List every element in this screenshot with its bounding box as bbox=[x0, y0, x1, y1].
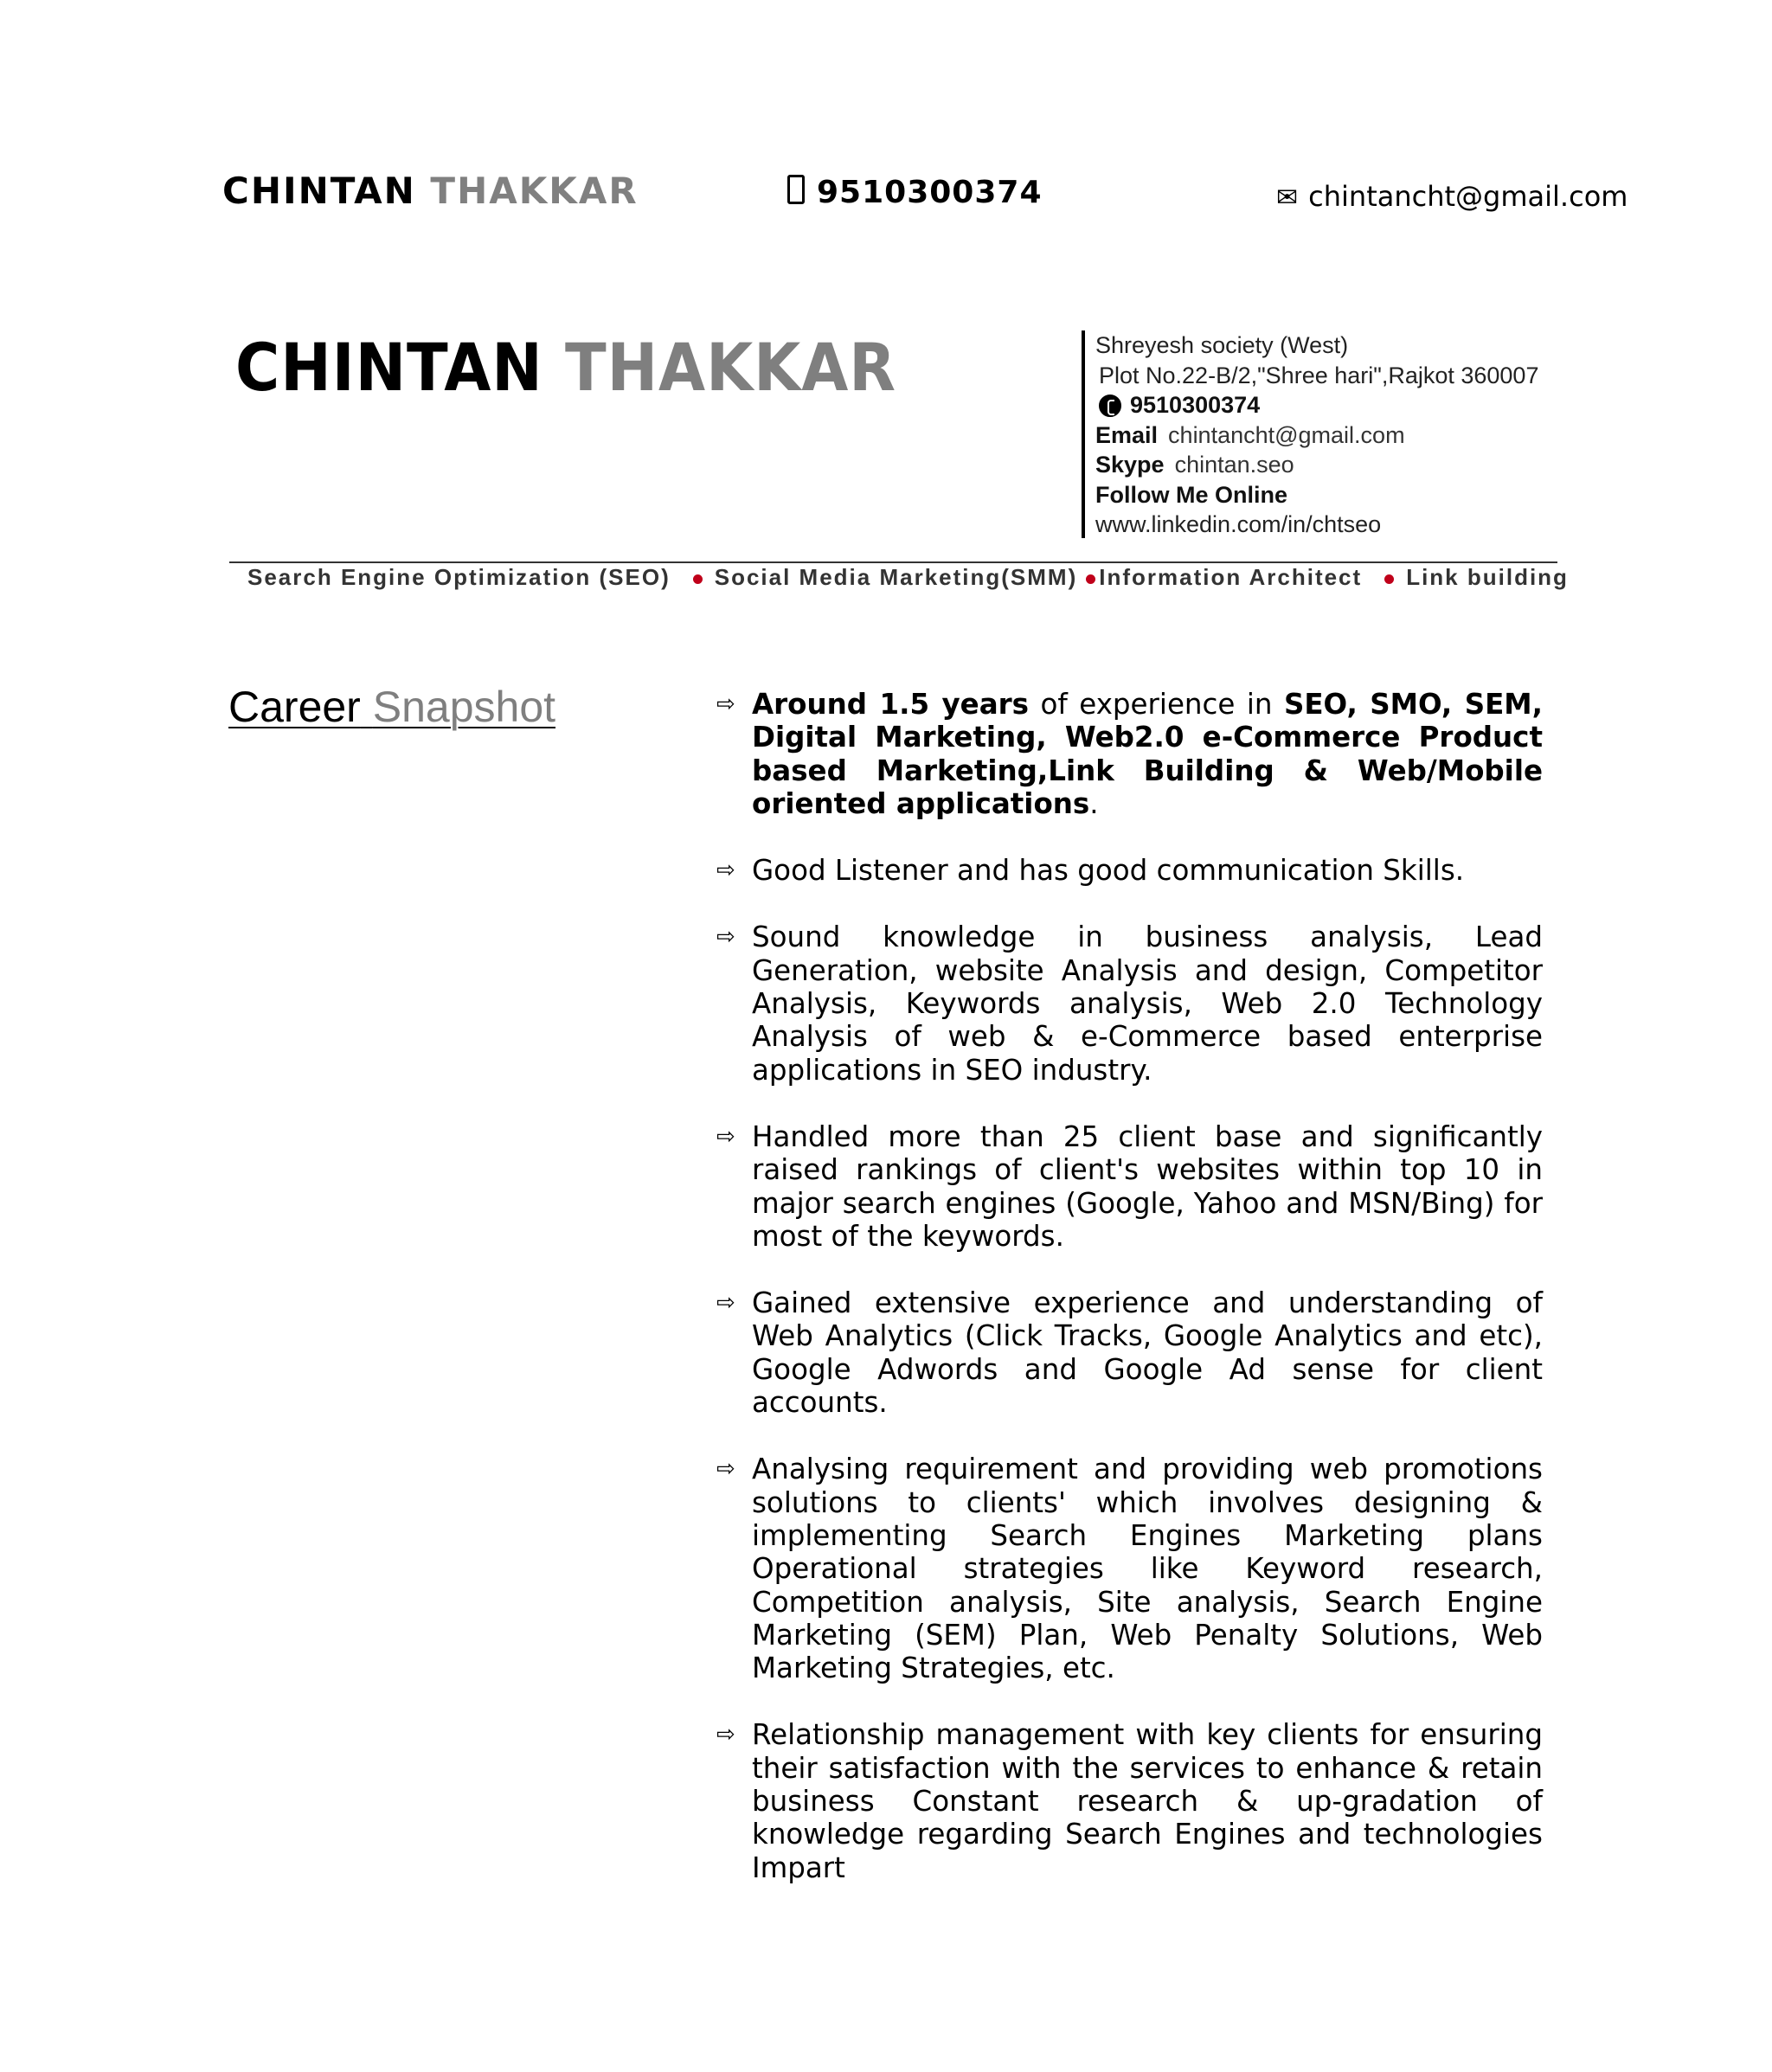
skype-value: chintan.seo bbox=[1174, 452, 1294, 478]
header-name bbox=[222, 170, 639, 212]
bullet-text: Gained extensive experience and understanding of Web Analytics (Click Tracks, Google Analytics and etc), Google Adwords and Google Ad sense for client accounts. bbox=[752, 1286, 1543, 1420]
letterhead-horizontal-divider bbox=[229, 561, 1557, 563]
envelope-icon: ✉ bbox=[1276, 183, 1299, 213]
list-item bbox=[716, 854, 1543, 887]
list-item bbox=[716, 921, 1543, 1086]
arrow-right-icon: ⇨ bbox=[716, 1123, 735, 1150]
list-item bbox=[716, 1286, 1543, 1419]
section-title-word: Career bbox=[228, 683, 361, 731]
email-label: Email bbox=[1095, 421, 1159, 448]
letterhead-vertical-divider bbox=[1082, 330, 1085, 538]
arrow-right-icon: ⇨ bbox=[716, 857, 735, 884]
email-value[interactable]: chintancht@gmail.com bbox=[1168, 421, 1405, 448]
header-first-name: CHINTAN bbox=[222, 170, 416, 212]
letterhead-last-name: THAKKAR bbox=[564, 329, 897, 406]
section-title-career-snapshot bbox=[228, 682, 555, 732]
bullet-text: . bbox=[1089, 786, 1099, 820]
arrow-right-icon: ⇨ bbox=[716, 924, 735, 951]
header-email bbox=[1276, 180, 1628, 213]
bullet-text: Analysing requirement and providing web promotions solutions to clients' which involves designing & implementing Search Engines Marketing plans Operational strategies like Keyword research, Competition analysis, Site analysis, Search Engine Marketing (SEM) Plan, Web Penalty Solutions, Web Marketing Strategies, etc. bbox=[752, 1453, 1543, 1685]
list-item bbox=[716, 1453, 1543, 1684]
arrow-right-icon: ⇨ bbox=[716, 691, 735, 717]
follow-label: Follow Me Online bbox=[1095, 481, 1287, 508]
header-phone-number: 9510300374 bbox=[817, 175, 1043, 210]
phone-circle-icon bbox=[1099, 395, 1121, 417]
bullet-text: Relationship management with key clients for ensuring their satisfaction with the services to enhance & retain business Constant research & up-gradation of knowledge regarding Search Engines and technologies Impart bbox=[752, 1718, 1543, 1884]
services-bar bbox=[247, 564, 1569, 591]
letterhead-phone: 9510300374 bbox=[1130, 392, 1261, 418]
header-last-name: THAKKAR bbox=[430, 170, 639, 212]
arrow-right-icon: ⇨ bbox=[716, 1722, 735, 1748]
letterhead-name bbox=[235, 329, 896, 406]
address-line-1: Shreyesh society (West) bbox=[1095, 332, 1349, 358]
section-title-word: Snapshot bbox=[372, 683, 556, 731]
bullet-bold-text: Around 1.5 years bbox=[752, 688, 1030, 721]
linkedin-link[interactable]: www.linkedin.com/in/chtseo bbox=[1095, 511, 1382, 537]
list-item bbox=[716, 688, 1543, 820]
bullet-dot-icon bbox=[693, 574, 703, 584]
bullet-dot-icon bbox=[1086, 574, 1095, 584]
service-item: Search Engine Optimization (SEO) bbox=[247, 564, 671, 590]
list-item bbox=[716, 1120, 1543, 1253]
letterhead-contact-block bbox=[1095, 330, 1538, 540]
bullet-bold-text: SEO, SMO, SEM, Digital Marketing, Web2.0 e-Commerce Product based Marketing,Link Building & Web/Mobile oriented applications bbox=[752, 688, 1543, 820]
service-item: Social Media Marketing(SMM) bbox=[714, 564, 1078, 590]
arrow-right-icon: ⇨ bbox=[716, 1290, 735, 1317]
service-item: Information Architect bbox=[1099, 564, 1363, 590]
header-email-address[interactable]: chintancht@gmail.com bbox=[1308, 180, 1628, 213]
bullet-text: of experience in bbox=[1029, 688, 1284, 721]
bullet-dot-icon bbox=[1384, 574, 1394, 584]
header-phone bbox=[787, 175, 1043, 210]
career-bullet-list bbox=[716, 688, 1543, 1918]
bullet-text: Sound knowledge in business analysis, Lead Generation, website Analysis and design, Competitor Analysis, Keywords analysis, Web 2.0 Technology Analysis of web & e-Commerce based enterprise applications in SEO industry. bbox=[752, 921, 1543, 1087]
phone-icon bbox=[787, 175, 805, 204]
address-line-2: Plot No.22-B/2,"Shree hari",Rajkot 360007 bbox=[1099, 362, 1539, 388]
bullet-text: Good Listener and has good communication Skills. bbox=[752, 854, 1465, 888]
skype-label: Skype bbox=[1095, 452, 1165, 478]
letterhead-first-name: CHINTAN bbox=[235, 329, 543, 406]
bullet-text: Handled more than 25 client base and significantly raised rankings of client's websites within top 10 in major search engines (Google, Yahoo and MSN/Bing) for most of the keywords. bbox=[752, 1119, 1543, 1253]
list-item bbox=[716, 1718, 1543, 1883]
service-item: Link building bbox=[1406, 564, 1569, 590]
arrow-right-icon: ⇨ bbox=[716, 1456, 735, 1483]
